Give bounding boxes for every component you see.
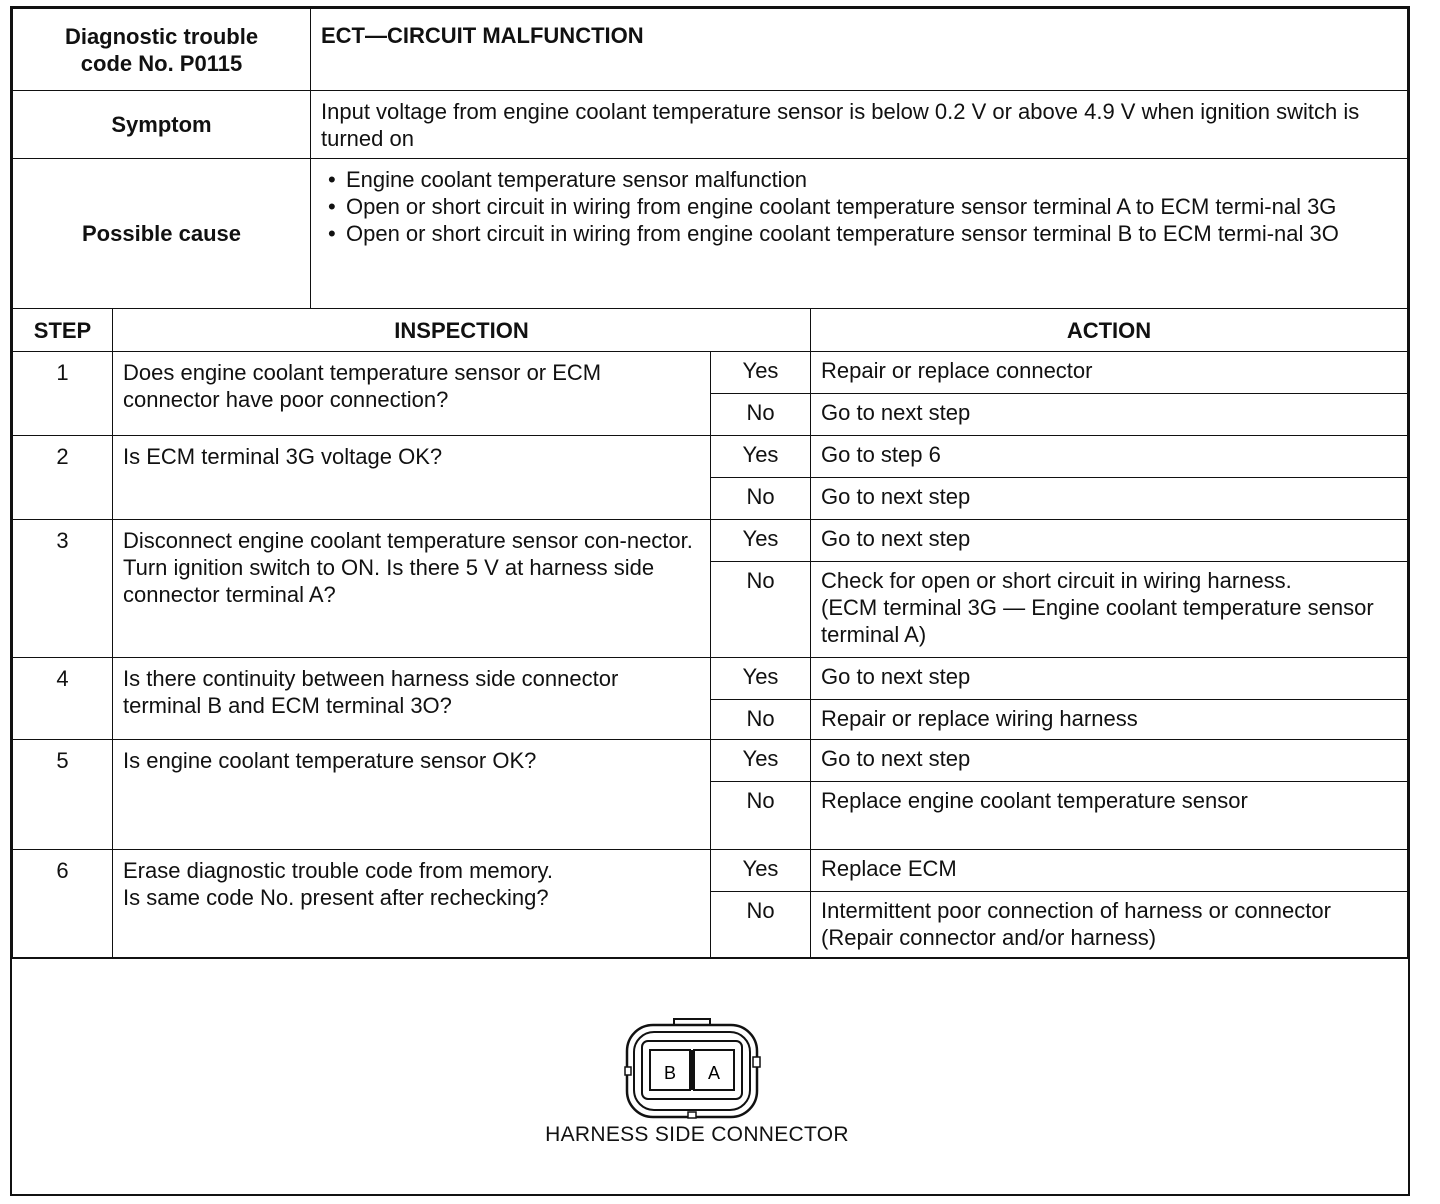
step-number: 6 xyxy=(13,850,113,958)
terminal-a-label: A xyxy=(707,1063,721,1083)
yes-label: Yes xyxy=(711,658,811,700)
step-inspection: Does engine coolant temperature sensor or ECM connector have poor connection? xyxy=(113,352,711,436)
inspection-column-header: INSPECTION xyxy=(113,309,811,352)
terminal-b-label: B xyxy=(663,1063,677,1083)
diagnostic-page xyxy=(10,6,1410,1196)
step-number: 1 xyxy=(13,352,113,436)
yes-label: Yes xyxy=(711,436,811,478)
yes-label: Yes xyxy=(711,740,811,782)
step-inspection: Erase diagnostic trouble code from memory. Is same code No. present after rechecking? xyxy=(113,850,711,958)
steps-body xyxy=(13,352,1408,958)
step-row xyxy=(13,520,1408,562)
possible-cause-cell xyxy=(311,159,1408,309)
no-action: Replace engine coolant temperature sensor xyxy=(811,782,1408,850)
connector-icon xyxy=(622,1017,782,1119)
connector-caption: HARNESS SIDE CONNECTOR xyxy=(545,1123,849,1146)
no-action: Go to next step xyxy=(811,478,1408,520)
cause-item: • Open or short circuit in wiring from engine coolant temperature sensor terminal B to ECM termi-nal 3O xyxy=(322,220,1396,247)
step-inspection: Is ECM terminal 3G voltage OK? xyxy=(113,436,711,520)
no-label: No xyxy=(711,892,811,958)
code-label-cell xyxy=(13,9,311,91)
step-column-header: STEP xyxy=(13,309,113,352)
step-number: 2 xyxy=(13,436,113,520)
step-inspection: Is there continuity between harness side connector terminal B and ECM terminal 3O? xyxy=(113,658,711,740)
yes-label: Yes xyxy=(711,352,811,394)
steps-table xyxy=(12,308,1408,958)
step-number: 4 xyxy=(13,658,113,740)
step-inspection: Disconnect engine coolant temperature sensor con-nector. Turn ignition switch to ON. Is there 5 V at harness side connector terminal A? xyxy=(113,520,711,658)
no-label: No xyxy=(711,782,811,850)
yes-action: Repair or replace connector xyxy=(811,352,1408,394)
yes-action: Replace ECM xyxy=(811,850,1408,892)
step-inspection: Is engine coolant temperature sensor OK? xyxy=(113,740,711,850)
dtc-title: ECT—CIRCUIT MALFUNCTION xyxy=(311,9,1408,91)
possible-cause-label: Possible cause xyxy=(13,159,311,309)
no-action: Repair or replace wiring harness xyxy=(811,700,1408,740)
yes-action: Go to next step xyxy=(811,658,1408,700)
no-label: No xyxy=(711,700,811,740)
no-action: Intermittent poor connection of harness or connector (Repair connector and/or harness) xyxy=(811,892,1408,958)
step-row xyxy=(13,740,1408,782)
step-number: 5 xyxy=(13,740,113,850)
symptom-label: Symptom xyxy=(13,91,311,159)
yes-label: Yes xyxy=(711,520,811,562)
cause-item: • Engine coolant temperature sensor malfunction xyxy=(322,166,1396,193)
no-action: Go to next step xyxy=(811,394,1408,436)
step-number: 3 xyxy=(13,520,113,658)
possible-cause-list xyxy=(312,160,1406,253)
yes-action: Go to next step xyxy=(811,740,1408,782)
step-row xyxy=(13,850,1408,892)
connector-diagram xyxy=(12,958,1408,1195)
no-label: No xyxy=(711,478,811,520)
step-row xyxy=(13,436,1408,478)
yes-label: Yes xyxy=(711,850,811,892)
step-row xyxy=(13,658,1408,700)
code-label: Diagnostic trouble code No. P0115 xyxy=(64,23,259,76)
symptom-text: Input voltage from engine coolant temperature sensor is below 0.2 V or above 4.9 V when ignition switch is turned on xyxy=(311,91,1408,159)
yes-action: Go to next step xyxy=(811,520,1408,562)
step-row xyxy=(13,352,1408,394)
header-table xyxy=(12,8,1408,309)
no-label: No xyxy=(711,562,811,658)
no-action: Check for open or short circuit in wiring harness. (ECM terminal 3G — Engine coolant temperature sensor terminal A) xyxy=(811,562,1408,658)
cause-item: • Open or short circuit in wiring from engine coolant temperature sensor terminal A to ECM termi-nal 3G xyxy=(322,193,1396,220)
action-column-header: ACTION xyxy=(811,309,1408,352)
no-label: No xyxy=(711,394,811,436)
yes-action: Go to step 6 xyxy=(811,436,1408,478)
